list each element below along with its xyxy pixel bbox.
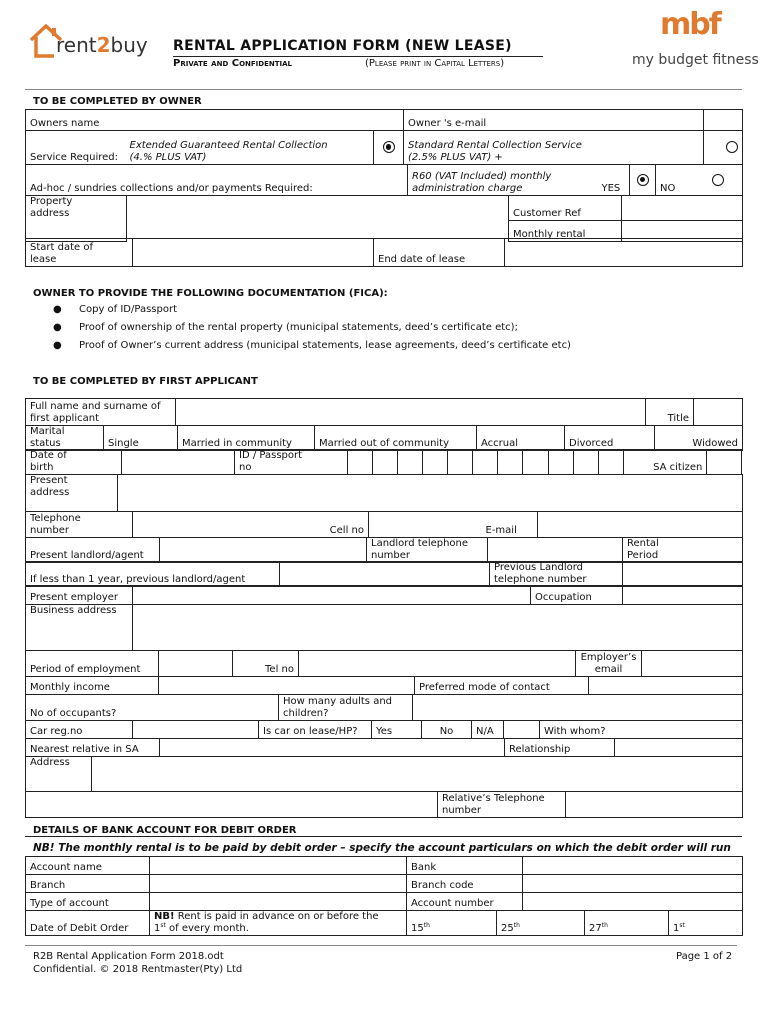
id-digit[interactable]: [423, 450, 448, 475]
email-field[interactable]: [538, 512, 743, 538]
owner-email-field[interactable]: [704, 110, 743, 131]
monthly-income-field[interactable]: [159, 677, 415, 695]
branch-code-field[interactable]: [523, 875, 743, 893]
car-table: [25, 720, 743, 739]
account-name-field[interactable]: [150, 857, 407, 875]
prev-landlord-field[interactable]: [280, 562, 490, 587]
id-line2: no: [239, 462, 252, 473]
fullname-line2: first applicant: [30, 413, 99, 424]
relative-tel-field[interactable]: [566, 792, 743, 818]
marital-divorced[interactable]: Divorced: [565, 426, 655, 451]
marital-married-out[interactable]: Married out of community: [315, 426, 477, 451]
marital-single[interactable]: Single: [104, 426, 178, 451]
debit-option-1[interactable]: [669, 911, 743, 936]
fica-item-2: ● Proof of ownership of the rental property (municipal statements, deed’s certificate etc);: [53, 322, 518, 333]
account-number-label: Account number: [407, 893, 523, 911]
customer-ref-label: Customer Ref: [509, 196, 622, 221]
property-line1: Property: [30, 196, 73, 207]
bank-nb-note: NB! The monthly rental is to be paid by debit order – specify the account particulars on which the debit order will run: [33, 842, 731, 854]
fullname-line1: Full name and surname of: [30, 401, 161, 412]
tel-line1: Telephone: [30, 513, 81, 524]
owners-name-label: Owners name: [26, 110, 404, 131]
car-lease-na[interactable]: N/A: [472, 721, 504, 739]
cell-field[interactable]: [369, 512, 482, 538]
marital-married-in[interactable]: Married in community: [178, 426, 315, 451]
opt2-radio-cell[interactable]: [704, 131, 743, 165]
end-date-field[interactable]: [505, 239, 743, 267]
footer-copyright: Confidential. © 2018 Rentmaster(Pty) Ltd: [33, 964, 243, 975]
fica-item-1-text: Copy of ID/Passport: [79, 304, 178, 315]
id-digit[interactable]: [347, 450, 372, 475]
employer-label: Present employer: [26, 586, 133, 605]
landlord-tel-line2: number: [371, 550, 411, 561]
opt2-line2: (2.5% PLUS VAT) +: [408, 152, 503, 163]
nb-line2-sup: st: [160, 922, 166, 929]
relative-address-field[interactable]: [92, 757, 743, 792]
logo-2: 2: [96, 33, 111, 57]
opt1-line2: (4.% PLUS VAT): [129, 152, 207, 163]
emp-email-line1: Employer’s: [580, 652, 637, 663]
employment-table: [25, 650, 743, 677]
customer-ref-field[interactable]: [622, 196, 743, 221]
debit-date-table: [25, 910, 743, 936]
telephone-table: [25, 511, 743, 538]
applicant-section-title: TO BE COMPLETED BY FIRST APPLICANT: [33, 376, 258, 387]
car-lease-no[interactable]: No: [422, 721, 472, 739]
title-label: Title: [646, 399, 694, 426]
present-address-table: [25, 474, 743, 512]
mbf-tagline: my budget fitness: [632, 52, 759, 68]
landlord-tel-line1: Landlord telephone: [371, 538, 469, 549]
nb-line2-num: 1: [154, 923, 161, 934]
account-name-label: Account name: [26, 857, 150, 875]
d3s: th: [601, 922, 608, 929]
monthly-income-label: Monthly income: [26, 677, 159, 695]
rental-line2: Period: [627, 550, 659, 561]
bank-section-title: DETAILS OF BANK ACCOUNT FOR DEBIT ORDER: [33, 825, 297, 836]
marital-line2: status: [30, 438, 61, 449]
dob-table: [25, 449, 742, 475]
account-type-label: Type of account: [26, 893, 150, 911]
employer-table: [25, 585, 743, 605]
landlord-table: [25, 537, 743, 563]
owner-email-label: Owner 's e-mail: [404, 110, 704, 131]
relative-field[interactable]: [160, 739, 505, 757]
occupation-field[interactable]: [623, 586, 743, 605]
opt1-radio-cell[interactable]: [374, 131, 404, 165]
account-type-field[interactable]: [150, 893, 407, 911]
prev-tel-line2: telephone number: [494, 574, 587, 585]
car-lease-yes[interactable]: Yes: [372, 721, 422, 739]
marital-widowed[interactable]: Widowed: [655, 426, 743, 451]
debit-nb-text: [150, 911, 407, 936]
adhoc-table: [25, 164, 743, 196]
dob-line2: birth: [30, 462, 54, 473]
debit-option-15[interactable]: [407, 911, 497, 936]
rel-tel-line1: Relative’s Telephone: [442, 793, 545, 804]
property-address-field[interactable]: [127, 196, 509, 242]
branch-label: Branch: [26, 875, 150, 893]
dob-field[interactable]: [122, 450, 235, 475]
bank-field[interactable]: [523, 857, 743, 875]
r60-line2: administration charge: [412, 183, 523, 194]
fica-item-3-text: Proof of Owner’s current address (municipal statements, lease agreements, deed’s certificate etc): [79, 340, 571, 351]
start-line2: lease: [30, 254, 57, 265]
period-emp-label: Period of employment: [26, 651, 159, 677]
end-date-label: End date of lease: [374, 239, 505, 267]
nb-line2-rest: of every month.: [165, 923, 249, 934]
opt1-radio[interactable]: [383, 141, 395, 153]
relative-blank: [26, 792, 438, 818]
relationship-field[interactable]: [615, 739, 743, 757]
email-label: E-mail: [482, 512, 538, 538]
tel-no-label: Tel no: [233, 651, 299, 677]
employer-field[interactable]: [133, 586, 531, 605]
id-digit[interactable]: [448, 450, 473, 475]
relative-label: Nearest relative in SA: [26, 739, 160, 757]
car-reg-label: Car reg.no: [26, 721, 133, 739]
opt1-line1: Extended Guaranteed Rental Collection: [129, 140, 328, 151]
occupants-table: [25, 694, 743, 721]
footer-page: Page 1 of 2: [676, 951, 733, 962]
branch-field[interactable]: [150, 875, 407, 893]
landlord-field[interactable]: [160, 538, 367, 563]
opt2-line1: Standard Rental Collection Service: [408, 140, 582, 151]
adhoc-label: Ad-hoc / sundries collections and/or payments Required:: [26, 165, 408, 196]
car-lease-na-box[interactable]: [504, 721, 540, 739]
period-emp-field[interactable]: [159, 651, 233, 677]
subtitle-capital: (Please print in Capital Letters): [365, 58, 505, 69]
yes-label: YES: [598, 165, 630, 196]
service-option-extended: [126, 131, 374, 165]
mbf-logo: mbf: [660, 7, 720, 42]
monthly-rental-label: Monthly rental: [509, 221, 622, 242]
id-digit[interactable]: [498, 450, 523, 475]
adults-line2: children?: [283, 708, 329, 719]
marital-accrual[interactable]: Accrual: [477, 426, 565, 451]
rent2buy-logo: [28, 22, 160, 64]
relative-table: [25, 738, 743, 757]
bank-label: Bank: [407, 857, 523, 875]
marital-line1: Marital: [30, 426, 65, 437]
d2: 25: [501, 923, 514, 934]
present-line2: address: [30, 487, 70, 498]
owner-section-title: TO BE COMPLETED BY OWNER: [33, 96, 202, 107]
dob-label: [26, 450, 122, 475]
contact-mode-label: Preferred mode of contact: [415, 677, 589, 695]
service-table: [25, 130, 743, 165]
prev-landlord-label: If less than 1 year, previous landlord/agent: [26, 562, 280, 587]
cell-label: Cell no: [293, 512, 369, 538]
id-digit[interactable]: [523, 450, 548, 475]
income-table: [25, 676, 743, 695]
emp-email-line2: email: [594, 664, 623, 675]
no-radio-cell[interactable]: [708, 165, 743, 196]
id-digit[interactable]: [398, 450, 423, 475]
prev-tel-field[interactable]: [623, 562, 743, 587]
adults-line1: How many adults and: [283, 696, 393, 707]
nb-bold: NB!: [154, 911, 175, 922]
footer-file: R2B Rental Application Form 2018.odt: [33, 951, 224, 962]
id-digit[interactable]: [598, 450, 623, 475]
r60-charge: [408, 165, 598, 196]
with-whom-label: With whom?: [540, 721, 743, 739]
present-address-label: [26, 475, 118, 512]
fica-title: OWNER TO PROVIDE THE FOLLOWING DOCUMENTATION (FICA):: [33, 288, 388, 299]
rental-period-field[interactable]: [679, 538, 743, 563]
service-required-label: Service Required:: [26, 131, 126, 165]
relative-tel-table: [25, 791, 743, 818]
id-label: [235, 450, 348, 475]
sa-citizen-label: SA citizen: [623, 450, 707, 475]
fullname-label: [26, 399, 176, 426]
account-number-field[interactable]: [523, 893, 743, 911]
contact-mode-field[interactable]: [589, 677, 743, 695]
id-digit[interactable]: [473, 450, 498, 475]
title-field[interactable]: [694, 399, 743, 426]
r60-line1: R60 (VAT Included) monthly: [412, 171, 552, 182]
rental-period-label: [623, 538, 679, 563]
landlord-tel-label: [367, 538, 488, 563]
property-table: [25, 195, 743, 242]
lease-table: [25, 238, 743, 267]
id-digit[interactable]: [573, 450, 598, 475]
no-label: NO: [656, 165, 708, 196]
prev-landlord-table: [25, 561, 743, 587]
landlord-tel-field[interactable]: [488, 538, 623, 563]
sa-citizen-field[interactable]: [707, 450, 742, 475]
fullname-field[interactable]: [176, 399, 646, 426]
present-address-field[interactable]: [118, 475, 743, 512]
debit-option-27[interactable]: [585, 911, 669, 936]
logo-rent: rent: [56, 33, 97, 57]
form-title: RENTAL APPLICATION FORM (NEW LEASE): [173, 38, 512, 54]
relative-address-table: [25, 756, 743, 792]
d1: 15: [411, 923, 424, 934]
property-line2: address: [30, 208, 70, 219]
id-digit[interactable]: [548, 450, 573, 475]
service-option-standard: [404, 131, 704, 165]
business-table: [25, 604, 743, 651]
adults-children-label: [279, 695, 413, 721]
d2s: th: [513, 922, 520, 929]
d1s: th: [423, 922, 430, 929]
present-line1: Present: [30, 475, 68, 486]
relative-address-label: Address: [26, 757, 92, 792]
d4s: st: [679, 922, 685, 929]
start-date-label: [26, 239, 133, 267]
telephone-label: [26, 512, 133, 538]
tel-no-field[interactable]: [299, 651, 576, 677]
start-line1: Start date of: [30, 242, 93, 253]
nb-text: Rent is paid in advance on or before the: [174, 911, 379, 922]
marital-label: [26, 426, 104, 451]
emp-email-field[interactable]: [642, 651, 743, 677]
applicant-name-table: [25, 398, 743, 426]
yes-radio-cell[interactable]: [630, 165, 656, 196]
opt2-radio[interactable]: [726, 141, 738, 153]
car-lease-label: Is car on lease/HP?: [259, 721, 372, 739]
owner-table: [25, 109, 743, 131]
relationship-label: Relationship: [505, 739, 615, 757]
fica-item-1: ● Copy of ID/Passport: [53, 304, 178, 315]
start-date-field[interactable]: [133, 239, 374, 267]
prev-tel-line1: Previous Landlord: [494, 562, 584, 573]
telephone-field[interactable]: [133, 512, 293, 538]
subtitle-confidential: Private and Confidential: [173, 58, 292, 69]
relative-tel-label: [438, 792, 566, 818]
business-label: Business address: [26, 605, 133, 651]
d3: 27: [589, 923, 602, 934]
d4: 1: [673, 923, 680, 934]
landlord-label: Present landlord/agent: [26, 538, 160, 563]
logo-buy: buy: [110, 33, 148, 57]
occupation-label: Occupation: [531, 586, 623, 605]
no-radio[interactable]: [712, 174, 724, 186]
fica-item-2-text: Proof of ownership of the rental property (municipal statements, deed’s certificate etc);: [79, 322, 518, 333]
yes-radio[interactable]: [637, 174, 649, 186]
dob-line1: Date of: [30, 450, 67, 461]
marital-table: [25, 425, 743, 451]
prev-tel-label: [490, 562, 623, 587]
debit-option-25[interactable]: [497, 911, 585, 936]
branch-code-label: Branch code: [407, 875, 523, 893]
fica-item-3: ● Proof of Owner’s current address (municipal statements, lease agreements, deed’s certificate etc): [53, 340, 571, 351]
tel-line2: number: [30, 525, 70, 536]
business-field[interactable]: [133, 605, 743, 651]
car-reg-field[interactable]: [133, 721, 259, 739]
id-digit[interactable]: [372, 450, 397, 475]
debit-date-label: Date of Debit Order: [26, 911, 150, 936]
emp-email-label: [576, 651, 642, 677]
id-line1: ID / Passport: [239, 450, 303, 461]
bank-table: [25, 856, 743, 911]
occupants-label: No of occupants?: [26, 695, 279, 721]
adults-children-field[interactable]: [413, 695, 743, 721]
rental-line1: Rental: [627, 538, 659, 549]
property-label: [26, 196, 127, 242]
rel-tel-line2: number: [442, 805, 482, 816]
